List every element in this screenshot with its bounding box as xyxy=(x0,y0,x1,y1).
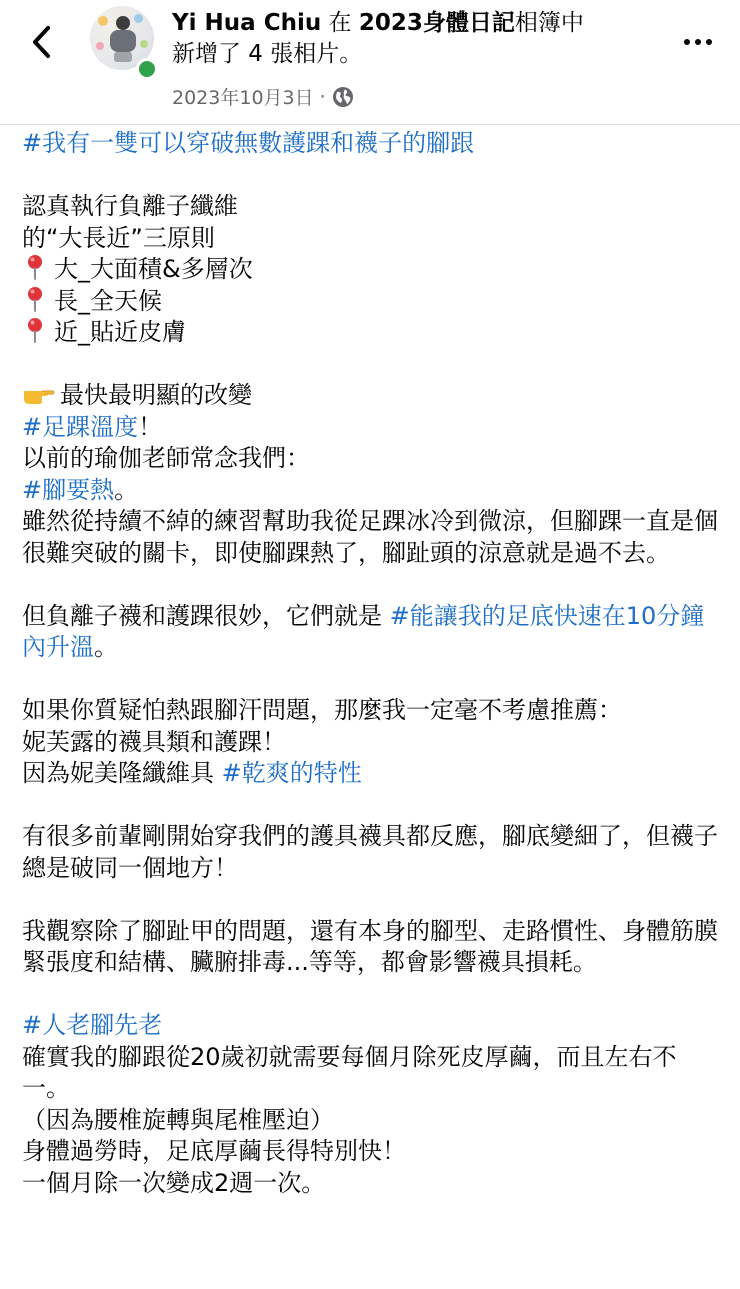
bullet-text: 長_全天候 xyxy=(54,286,162,315)
hashtag-dry[interactable]: #乾爽的特性 xyxy=(221,759,362,787)
hashtag-feet-warm[interactable]: #腳要熱 xyxy=(22,475,115,504)
hashtag-ankle-temp[interactable]: #足踝溫度 xyxy=(22,412,139,441)
post-title xyxy=(172,8,642,70)
text-line-2: 的“大長近”三原則 xyxy=(22,223,215,252)
bullet-text: 近_貼近皮膚 xyxy=(54,318,186,346)
profile-avatar[interactable] xyxy=(90,6,156,76)
paragraph-6-line-2: （因為腰椎旋轉與尾椎壓迫） xyxy=(22,1105,334,1134)
action-text: 新增了 4 張相片。 xyxy=(172,41,363,67)
paragraph-6-line-1: 確實我的腳跟從20歲初就需要每個月除死皮厚繭，而且左右不一。 xyxy=(22,1042,677,1102)
globe-icon xyxy=(332,86,354,108)
pushpin-icon xyxy=(22,286,48,312)
paragraph-5: 我觀察除了腳趾甲的問題，還有本身的腳型、走路慣性、身體筋膜緊張度和結構、臟腑排毒...等等，都會影響襪具損耗。 xyxy=(22,916,718,976)
author-name[interactable]: Yi Hua Chiu xyxy=(172,10,322,36)
more-options-button[interactable] xyxy=(676,30,720,54)
paragraph-3-line-3 xyxy=(22,758,722,790)
paragraph-3-line-1: 如果你質疑怕熱跟腳汗問題，那麼我一定毫不考慮推薦： xyxy=(22,696,622,724)
paragraph-3-line-2: 妮芙露的襪具類和護踝！ xyxy=(22,727,286,756)
pushpin-icon xyxy=(22,317,48,343)
post-date[interactable]: 2023年10月3日 xyxy=(172,87,314,109)
connector-text: 在 xyxy=(321,10,359,36)
post-body xyxy=(22,128,722,1199)
paragraph-3-text: 因為妮美隆纖維具 xyxy=(22,759,222,787)
point-text: 最快最明顯的改變 xyxy=(60,381,252,409)
header-divider xyxy=(0,124,740,125)
bullet-text: 大_大面積&多層次 xyxy=(54,255,253,283)
punctuation: 。 xyxy=(94,633,118,661)
chevron-left-icon xyxy=(31,25,53,59)
paragraph-6-line-3: 身體過勞時，足底厚繭長得特別快！ xyxy=(22,1137,406,1165)
post-title-line-1 xyxy=(172,8,642,39)
meta-separator: · xyxy=(319,85,326,108)
hashtag-title[interactable]: #我有一雙可以穿破無數護踝和襪子的腳跟 xyxy=(22,129,475,157)
album-suffix: 相簿中 xyxy=(514,10,584,36)
hashtag-old-feet[interactable]: #人老腳先老 xyxy=(22,1011,163,1039)
punctuation: ！ xyxy=(138,412,163,441)
bullet-item-1 xyxy=(22,254,722,286)
more-horizontal-icon xyxy=(684,39,690,45)
album-link[interactable]: 2023身體日記 xyxy=(358,10,515,36)
online-status-dot xyxy=(136,58,158,80)
pushpin-icon xyxy=(22,254,48,280)
teacher-line: 以前的瑜伽老師常念我們： xyxy=(22,444,310,472)
paragraph-1: 雖然從持續不綽的練習幫助我從足踝冰冷到微涼，但腳踝一直是個很難突破的關卡，即使腳踝熱了，腳趾頭的涼意就是過不去。 xyxy=(22,507,718,567)
text-line-1: 認真執行負離子纖維 xyxy=(22,192,238,220)
paragraph-4: 有很多前輩剛開始穿我們的護具襪具都反應，腳底變細了，但襪子總是破同一個地方！ xyxy=(22,822,718,882)
paragraph-2 xyxy=(22,601,722,664)
point-line xyxy=(22,380,722,412)
hashtag-warm-up[interactable]: #能讓我的足底快速在10分鐘內升溫 xyxy=(22,601,705,661)
back-button[interactable] xyxy=(22,22,62,62)
punctuation: 。 xyxy=(114,475,139,504)
paragraph-6-line-4: 一個月除一次變成2週一次。 xyxy=(22,1168,326,1197)
post-header xyxy=(0,0,740,122)
bullet-item-3 xyxy=(22,317,722,349)
pointing-hand-icon xyxy=(22,383,56,405)
post-meta xyxy=(172,83,354,110)
bullet-item-2 xyxy=(22,286,722,318)
paragraph-2-text: 但負離子襪和護踝很妙，它們就是 xyxy=(22,601,390,630)
